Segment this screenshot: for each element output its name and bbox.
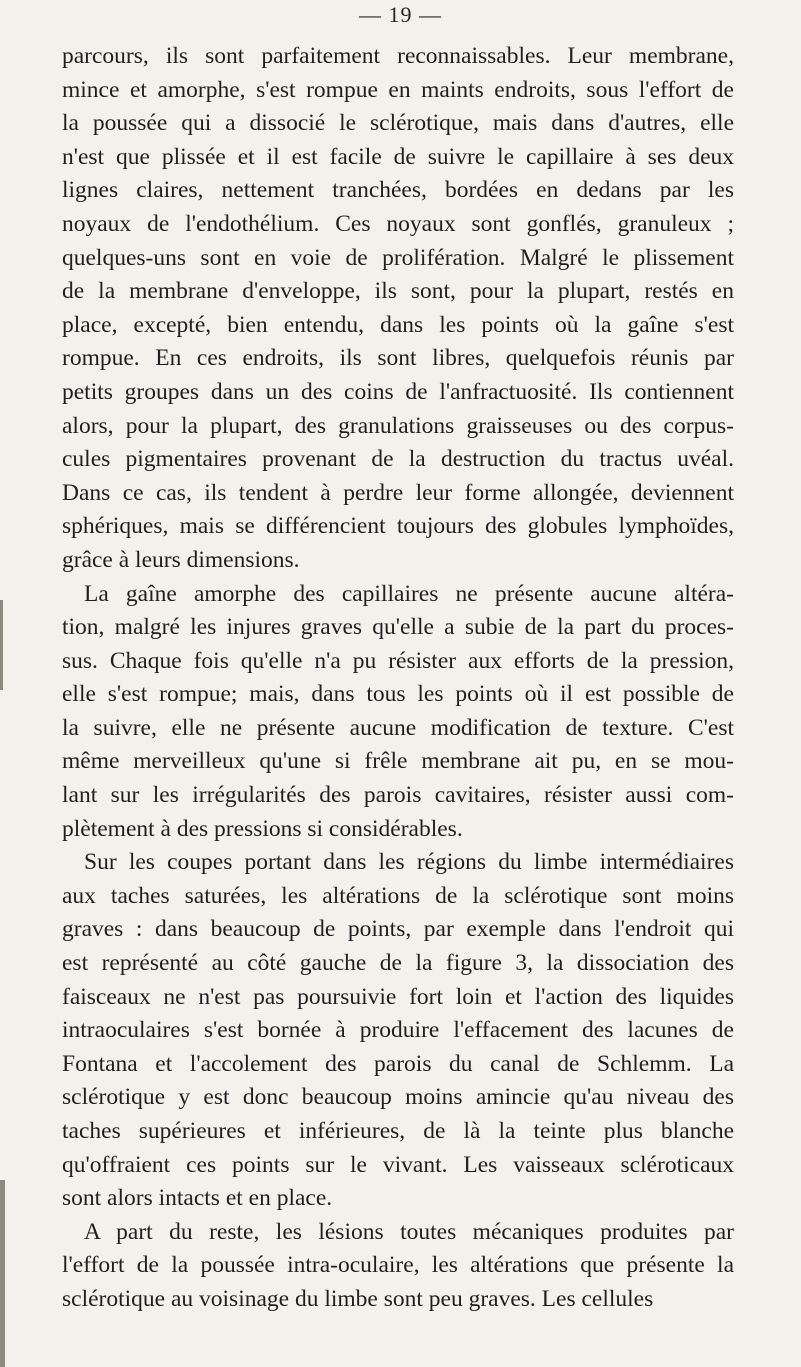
text-line: petits groupes dans un des coins de l'anfractuosité. Ils contiennent xyxy=(62,378,734,405)
text-line: noyaux de l'endothélium. Ces noyaux sont gonflés, granuleux ; xyxy=(62,210,734,237)
text-line: de la membrane d'enveloppe, ils sont, pour la plupart, restés en xyxy=(62,278,734,305)
text-line: elle s'est rompue; mais, dans tous les points où il est possible de xyxy=(62,681,734,708)
paragraph xyxy=(62,578,734,847)
text-line: La gaîne amorphe des capillaires ne présente aucune altéra- xyxy=(84,580,734,607)
page-edge-shadow xyxy=(0,600,3,690)
text-line: sphériques, mais se différencient toujours des globules lymphoïdes, xyxy=(62,513,734,540)
text-line: A part du reste, les lésions toutes mécaniques produites par xyxy=(84,1218,734,1245)
text-line: tion, malgré les injures graves qu'elle a subie de la part du proces- xyxy=(62,614,734,641)
text-line: parcours, ils sont parfaitement reconnaissables. Leur membrane, xyxy=(62,43,734,69)
text-line: taches supérieures et inférieures, de là la teinte plus blanche xyxy=(62,1118,734,1144)
text-line: qu'offraient ces points sur le vivant. Les vaisseaux scléroticaux xyxy=(62,1151,734,1178)
paragraph xyxy=(62,1216,734,1317)
text-line: rompue. En ces endroits, ils sont libres, quelquefois réunis par xyxy=(62,345,734,372)
text-line: Sur les coupes portant dans les régions du limbe intermédiaires xyxy=(84,849,734,876)
text-line: sont alors intacts et en place. xyxy=(62,1185,333,1212)
text-line: Dans ce cas, ils tendent à perdre leur forme allongée, deviennent xyxy=(62,479,734,506)
text-line: sclérotique au voisinage du limbe sont peu graves. Les cellules xyxy=(62,1285,654,1312)
text-line: l'effort de la poussée intra-oculaire, les altérations que présente la xyxy=(62,1252,734,1279)
text-line: place, excepté, bien entendu, dans les points où la gaîne s'est xyxy=(62,311,734,338)
body-text xyxy=(62,40,734,1317)
text-line: sclérotique y est donc beaucoup moins amincie qu'au niveau des xyxy=(62,1084,734,1111)
text-line: plètement à des pressions si considérables. xyxy=(62,815,463,842)
text-line: intraoculaires s'est bornée à produire l'effacement des lacunes de xyxy=(62,1017,734,1044)
page-number: — 19 — xyxy=(359,2,442,27)
text-line: lignes claires, nettement tranchées, bordées en dedans par les xyxy=(62,177,734,204)
page-edge-shadow xyxy=(0,1180,5,1367)
text-line: grâce à leurs dimensions. xyxy=(62,546,300,573)
text-line: aux taches saturées, les altérations de la sclérotique sont moins xyxy=(62,882,734,909)
text-line: faisceaux ne n'est pas poursuivie fort loin et l'action des liquides xyxy=(62,983,734,1010)
text-line: n'est que plissée et il est facile de suivre le capillaire à ses deux xyxy=(62,143,734,170)
text-line: alors, pour la plupart, des granulations graisseuses ou des corpus- xyxy=(62,412,734,439)
text-line: lant sur les irrégularités des parois cavitaires, résister aussi com- xyxy=(62,782,734,809)
text-line: quelques-uns sont en voie de prolifération. Malgré le plissement xyxy=(62,244,734,271)
text-line: sus. Chaque fois qu'elle n'a pu résister aux efforts de la pression, xyxy=(62,647,734,674)
text-line: même merveilleux qu'une si frêle membrane ait pu, en se mou- xyxy=(62,748,734,775)
text-line: Fontana et l'accolement des parois du canal de Schlemm. La xyxy=(62,1050,734,1077)
text-line: cules pigmentaires provenant de la destruction du tractus uvéal. xyxy=(62,446,734,473)
text-line: la poussée qui a dissocié le sclérotique, mais dans d'autres, elle xyxy=(62,110,734,137)
text-line: graves : dans beaucoup de points, par exemple dans l'endroit qui xyxy=(62,916,734,943)
text-line: est représenté au côté gauche de la figure 3, la dissociation des xyxy=(62,950,734,977)
text-line: la suivre, elle ne présente aucune modification de texture. C'est xyxy=(62,714,734,741)
paragraph xyxy=(62,846,734,1216)
text-line: mince et amorphe, s'est rompue en maints endroits, sous l'effort de xyxy=(62,76,734,103)
paragraph xyxy=(62,40,734,578)
